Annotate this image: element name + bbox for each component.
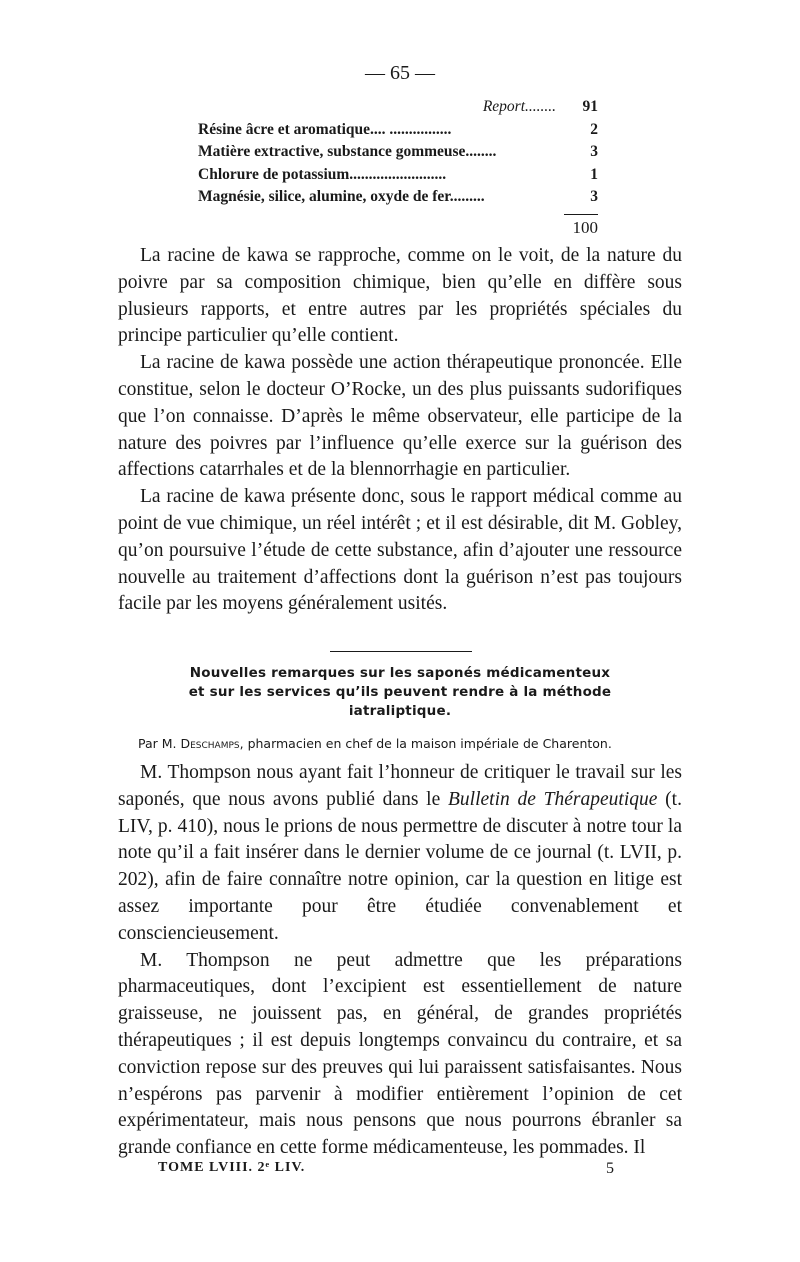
article-title (118, 664, 682, 721)
signature-number: 5 (606, 1160, 614, 1177)
signature-mark: TOME LVIII. 2ᵉ LIV. (158, 1160, 306, 1175)
table-total: 100 (572, 218, 598, 237)
byline-suffix: , pharmacien en chef de la maison impériale de Charenton. (239, 736, 612, 751)
text-run: (t. LIV, p. 410), nous le prions de nous permettre de discuter à notre tour la note qu’il a fait insérer dans le dernier volume de ce journal (t. LVII, p. 202), afin de faire connaître notre opinion, car la question en litige est assez importante pour être étudiée convenablement et consciencieusement. (118, 788, 682, 944)
row-label: Chlorure de potassium......................... (198, 165, 447, 183)
table-row (198, 164, 598, 187)
section-divider (330, 651, 472, 652)
byline-prefix: Par M. (138, 736, 181, 751)
row-value: 1 (590, 165, 598, 183)
table-row-report (198, 96, 598, 119)
title-line: iatraliptique. (348, 703, 452, 719)
table-row (198, 141, 598, 164)
paragraph (118, 760, 682, 948)
row-value: 3 (590, 188, 598, 205)
row-label: Résine âcre et aromatique.... ................ (198, 120, 452, 138)
report-label: Report........ (482, 98, 556, 115)
row-label: Matière extractive, substance gommeuse........ (198, 143, 497, 160)
table-row (198, 186, 598, 209)
paragraph: La racine de kawa se rapproche, comme on le voit, de la nature du poivre par sa composition chimique, bien qu’elle en diffère sous plusieurs rapports, et entre autres par les propriétés spéciales du principe particulier qu’elle contient. (118, 245, 682, 347)
row-label: Magnésie, silice, alumine, oxyde de fer......... (198, 188, 485, 205)
paragraph: La racine de kawa présente donc, sous le rapport médical comme au point de vue chimique, un réel intérêt ; et il est désirable, dit M. Gobley, qu’on poursuive l’étude de cette substance, afin d’ajouter une ressource nouvelle au traitement d’affections dont la guérison n’est pas toujours facile par les moyens généralement usités. (118, 486, 682, 615)
composition-table (198, 96, 598, 209)
sum-rule (564, 214, 598, 215)
author-name: Deschamps (180, 736, 240, 751)
kawa-discussion (118, 243, 682, 618)
row-value: 2 (590, 120, 598, 138)
title-line: Nouvelles remarques sur les saponés médicamenteux (189, 665, 611, 681)
page-number: — 65 — (365, 62, 435, 84)
table-row (198, 119, 598, 142)
article-byline (138, 736, 678, 751)
paragraph: M. Thompson ne peut admettre que les préparations pharmaceutiques, dont l’excipient est essentiellement de nature graisseuse, ne jouissent pas, en général, de grandes propriétés thérapeutiques ; il est depuis longtemps convaincu du contraire, et sa conviction repose sur des preuves qui lui paraissent satisfaisantes. Nous n’espérons pas parvenir à modifier entièrement l’opinion de cet expérimentateur, mais nous pensons que nous pourrons ébranler sa grande confiance en cette forme médicamenteuse, les pommades. Il (118, 949, 682, 1159)
article-body (118, 760, 682, 1162)
paragraph: La racine de kawa possède une action thérapeutique prononcée. Elle constitue, selon le docteur O’Rocke, un des plus puissants sudorifiques que l’on connaisse. D’après le même observateur, elle participe de la nature des poivres par l’influence qu’elle exerce sur la guérison des affections catarrhales et de la blennorrhagie en particulier. (118, 352, 682, 481)
report-value: 91 (582, 98, 598, 115)
title-line: et sur les services qu’ils peuvent rendre à la méthode (188, 684, 612, 700)
row-value: 3 (590, 143, 598, 160)
journal-title: Bulletin de Thérapeutique (448, 788, 658, 810)
text-run: M. Thompson nous ayant fait l’honneur de critiquer le travail sur les saponés, que nous avons publié dans le (118, 762, 682, 810)
